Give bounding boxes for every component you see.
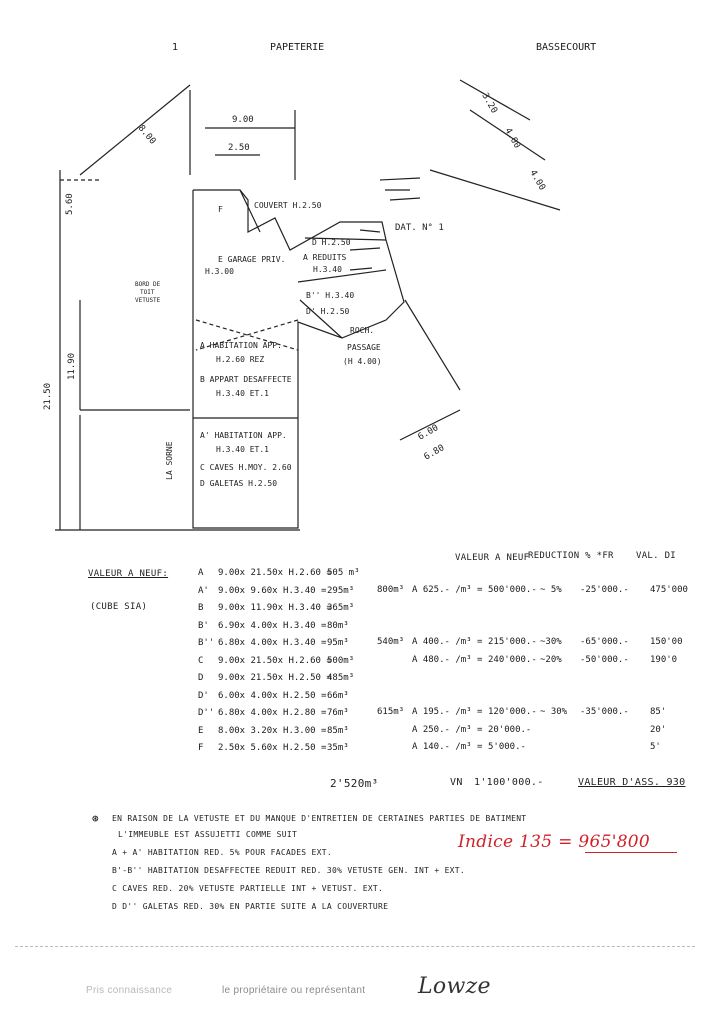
cube-sia: (CUBE SIA) (90, 602, 148, 612)
row-calc: 2.50x 5.60x H.2.50 = (218, 743, 327, 753)
dim-900: 9.00 (232, 115, 254, 125)
label-couvert: COUVERT H.2.50 (254, 201, 322, 210)
row-code: E (198, 725, 204, 736)
row-volume: 485m³ (327, 673, 355, 683)
group-volume: 540m³ (377, 637, 405, 647)
footer-divider (15, 946, 695, 947)
row-volume: 76m³ (327, 708, 349, 718)
row-calc: 6.80x 4.00x H.2.80 = (218, 708, 327, 718)
group-value: 20'000.- (488, 725, 532, 735)
label-passage: PASSAGE (347, 343, 381, 352)
indice-note: Indice 135 = 965'800 (458, 832, 651, 852)
label-hab-app-h: H.2.60 REZ (216, 355, 265, 364)
col-header-valeur: VALEUR A NEUF (455, 553, 530, 563)
label-passage-h: (H 4.00) (343, 357, 382, 366)
row-calc: 9.00x 21.50x H.2.60 = (218, 655, 332, 666)
row-volume: 295m³ (327, 585, 355, 596)
group-rate: A 480.- /m³ = (412, 655, 483, 665)
group-value: 240'000.- (488, 655, 537, 665)
label-b-appart-h: H.3.40 ET.1 (216, 389, 269, 398)
label-a2-hab-h: H.3.40 ET.1 (216, 445, 269, 454)
label-b2-h: B'' H.3.40 (306, 291, 355, 300)
valeur-assurance: VALEUR D'ASS. 930 (578, 777, 686, 788)
row-volume: 35m³ (327, 743, 349, 753)
row-calc: 6.00x 4.00x H.2.50 = (218, 690, 327, 701)
signature: Lowze (418, 974, 491, 999)
col-header-reduction: REDUCTION % *FR (528, 551, 614, 561)
row-calc: 8.00x 3.20x H.3.00 = (218, 725, 327, 736)
row-volume: 505 m³ (327, 568, 360, 578)
footer-text-2: le propriétaire ou représentant (222, 985, 366, 996)
label-e-h: H.3.00 (205, 267, 234, 276)
group-final: 20' (650, 725, 667, 735)
group-volume: 800m³ (377, 585, 405, 595)
row-code: C (198, 655, 204, 666)
label-roch: ROCH. (350, 326, 375, 335)
label-vetuste: VETUSTE (135, 297, 161, 304)
group-value: 120'000.- (488, 707, 537, 717)
row-calc: 9.00x 21.50x H.2.60 = (218, 568, 332, 578)
label-a-h: H.3.40 (313, 265, 342, 274)
label-d2-h: D' H.2.50 (306, 307, 350, 316)
row-calc: 9.00x 9.60x H.3.40 = (218, 585, 327, 596)
row-code: B'' (198, 638, 215, 648)
row-code: A (198, 568, 204, 578)
group-rate: A 140.- /m³ = (412, 742, 483, 752)
dim-250: 2.50 (228, 143, 250, 153)
group-final: 85' (650, 707, 667, 717)
row-volume: 66m³ (327, 690, 349, 701)
dim-800: 8.00 (135, 123, 158, 147)
row-volume: 95m³ (327, 638, 349, 648)
row-volume: 80m³ (327, 620, 349, 631)
total-volume: 2'520m³ (330, 777, 379, 790)
label-toit: TOIT (140, 289, 155, 296)
note-line-4: B'-B'' HABITATION DESAFFECTEE REDUIT RED. 30% VETUSTE GEN. INT + EXT. (112, 866, 466, 875)
dim-560: 5.60 (65, 193, 75, 215)
row-code: D' (198, 690, 209, 701)
footer-text-1: Pris connaissance (86, 985, 173, 996)
group-reduction: ~20% (540, 655, 562, 665)
group-value: 500'000.- (488, 585, 537, 595)
label-f: F (218, 205, 223, 214)
group-rate: A 195.- /m³ = (412, 707, 483, 717)
row-calc: 6.80x 4.00x H.3.40 = (218, 638, 327, 648)
header-number: 1 (172, 42, 179, 53)
label-hab-app: A HABITATION APP. (200, 341, 282, 350)
group-rate: A 250.- /m³ = (412, 725, 483, 735)
row-calc: 9.00x 21.50x H.2.50 = (218, 673, 332, 683)
dim-600: 6.00 (416, 423, 441, 443)
group-value: 5'000.- (488, 742, 526, 752)
row-code: A' (198, 585, 209, 596)
row-volume: 365m³ (327, 603, 355, 613)
group-volume: 615m³ (377, 707, 405, 717)
label-a2-hab: A' HABITATION APP. (200, 431, 287, 440)
label-a-remise: A REDUITS (303, 253, 347, 262)
group-rate: A 400.- /m³ = (412, 637, 483, 647)
col-header-val: VAL. DI (636, 551, 677, 561)
group-reduction-value: -50'000.- (580, 655, 629, 665)
label-b-appart: B APPART DESAFFECTE (200, 375, 292, 384)
group-final: 150'00 (650, 637, 683, 647)
header-title: PAPETERIE (270, 42, 325, 53)
label-d-galetas: D GALETAS H.2.50 (200, 479, 278, 488)
total-value: 1'100'000.- (474, 777, 544, 788)
group-reduction: ~ 5% (540, 585, 562, 595)
group-reduction-value: -25'000.- (580, 585, 629, 595)
row-volume: 500m³ (327, 655, 355, 666)
dim-320: 3.20 (479, 91, 499, 116)
star-icon: ⊛ (92, 812, 99, 825)
label-e-garage: E GARAGE PRIV. (218, 255, 286, 264)
row-code: F (198, 743, 204, 753)
note-line-3: A + A' HABITATION RED. 5% POUR FACADES EXT. (112, 848, 333, 857)
row-code: B (198, 603, 204, 613)
row-calc: 6.90x 4.00x H.3.40 = (218, 620, 327, 631)
row-code: D (198, 673, 204, 683)
row-calc: 9.00x 11.90x H.3.40 = (218, 603, 332, 613)
group-final: 5' (650, 742, 661, 752)
dim-2150: 21.50 (43, 382, 53, 410)
dim-400b: 4.00 (527, 168, 547, 193)
label-dat: DAT. N° 1 (395, 223, 444, 233)
dim-680: 6.80 (422, 443, 447, 463)
group-reduction-value: -65'000.- (580, 637, 629, 647)
note-line-5: C CAVES RED. 20% VETUSTE PARTIELLE INT + VETUST. EXT. (112, 884, 384, 893)
group-final: 475'000 (650, 585, 688, 595)
note-line-1: EN RAISON DE LA VETUSTE ET DU MANQUE D'ENTRETIEN DE CERTAINES PARTIES DE BATIMENT (112, 814, 527, 823)
label-d-h250: D H.2.50 (312, 238, 351, 247)
label-bord: BORD DE (135, 281, 161, 288)
header-place: BASSECOURT (536, 42, 597, 53)
dim-1190: 11.90 (67, 352, 77, 380)
note-line-2: L'IMMEUBLE EST ASSUJETTI COMME SUIT (118, 830, 298, 839)
group-value: 215'000.- (488, 637, 537, 647)
note-line-6: D D'' GALETAS RED. 30% EN PARTIE SUITE A LA COUVERTURE (112, 902, 389, 911)
dim-400a: 4.00 (502, 126, 522, 151)
group-reduction-value: -35'000.- (580, 707, 629, 717)
row-code: D'' (198, 708, 215, 718)
label-c-caves: C CAVES H.MOY. 2.60 (200, 463, 292, 472)
label-sorne: LA SORNE (165, 441, 174, 480)
valeur-a-neuf-title: VALEUR A NEUF: (88, 569, 169, 579)
group-reduction: ~30% (540, 637, 562, 647)
row-volume: 85m³ (327, 725, 349, 736)
group-reduction: ~ 30% (540, 707, 568, 717)
group-rate: A 625.- /m³ = (412, 585, 483, 595)
indice-underline (585, 852, 677, 853)
total-label: VN (450, 777, 463, 788)
group-final: 190'0 (650, 655, 678, 665)
row-code: B' (198, 620, 209, 631)
